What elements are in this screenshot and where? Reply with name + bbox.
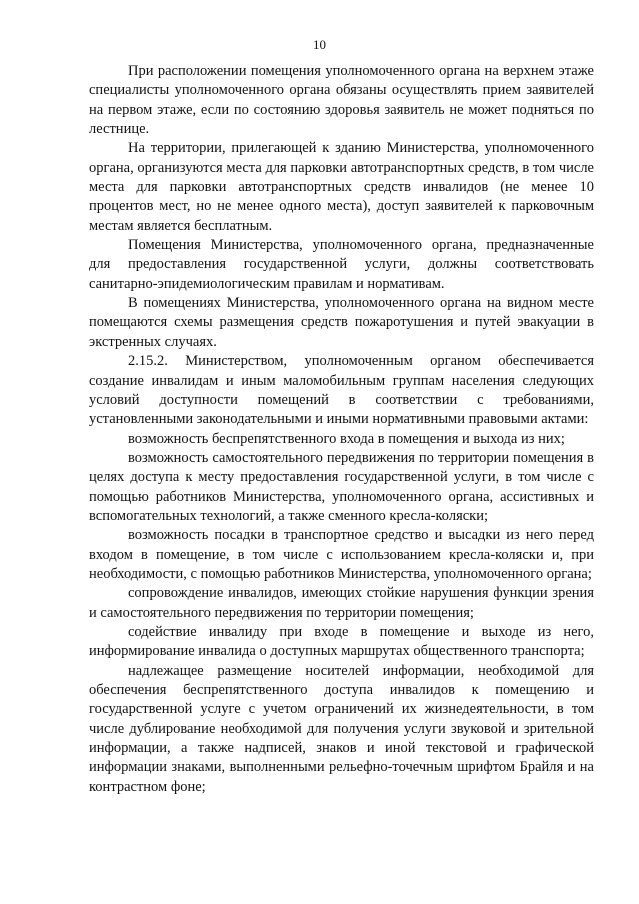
list-item-free-entry: возможность беспрепятственного входа в помещения и выхода из них; — [128, 430, 565, 447]
list-item-independent-movement: возможность самостоятельного передвижения по территории помещения в целях доступа к месту предоставления государственной услуги, в том числе с помощью работников Министерства, уполномоченного органа, ассистивных и вспомогательных технологий, а также сменного кресла-коляски; — [89, 449, 594, 524]
list-item-assistance-transport: содействие инвалиду при входе в помещение и выходе из него, информирование инвалида о доступных маршрутах общественного транспорта; — [89, 623, 594, 660]
paragraph-sanitary-norms: Помещения Министерства, уполномоченного органа, предназначенные для предоставления государственной услуги, должны соответствовать санитарно-эпидемиологическим правилам и нормативам. — [89, 237, 594, 292]
paragraph-parking: На территории, прилегающей к зданию Министерства, уполномоченного органа, организуются места для парковки автотранспортных средств, в том числе места для парковки автотранспортных средств инвалидов (не менее 10 процентов мест, но не менее одного места), доступ заявителей к парковочным местам является бесплатным. — [89, 140, 594, 234]
paragraph-upper-floor-reception: При расположении помещения уполномоченного органа на верхнем этаже специалисты уполномоченного органа обязаны осуществлять прием заявителей на первом этаже, если по состоянию здоровья заявитель не может подняться по лестнице. — [89, 63, 594, 138]
paragraph-evacuation-schemes: В помещениях Министерства, уполномоченного органа на видном месте помещаются схемы размещения средств пожаротушения и путей эвакуации в экстренных случаях. — [89, 295, 594, 350]
page-number: 10 — [313, 37, 326, 52]
document-body — [89, 62, 594, 797]
list-item-escort: сопровождение инвалидов, имеющих стойкие нарушения функции зрения и самостоятельного передвижения по территории помещения; — [89, 585, 594, 621]
list-item-vehicle-boarding: возможность посадки в транспортное средство и высадки из него перед входом в помещение, в том числе с использованием кресла-коляски и, при необходимости, с помощью работников Министерства, уполномоченного органа; — [89, 527, 594, 582]
paragraph-section-2-15-2: 2.15.2. Министерством, уполномоченным органом обеспечивается создание инвалидам и иным маломобильным группам населения следующих условий доступности помещений в соответствии с требованиями, установленными законодательными и иными нормативными правовыми актами: — [89, 353, 594, 428]
list-item-information-carriers: надлежащее размещение носителей информации, необходимой для обеспечения беспрепятственного доступа инвалидов к помещению и государственной услуге с учетом ограничений их жизнедеятельности, в том числе дублирование необходимой для получения услуги звуковой и зрительной информации, а также надписей, знаков и иной текстовой и графической информации знаками, выполненными рельефно-точечным шрифтом Брайля и на контрастном фоне; — [89, 662, 594, 795]
